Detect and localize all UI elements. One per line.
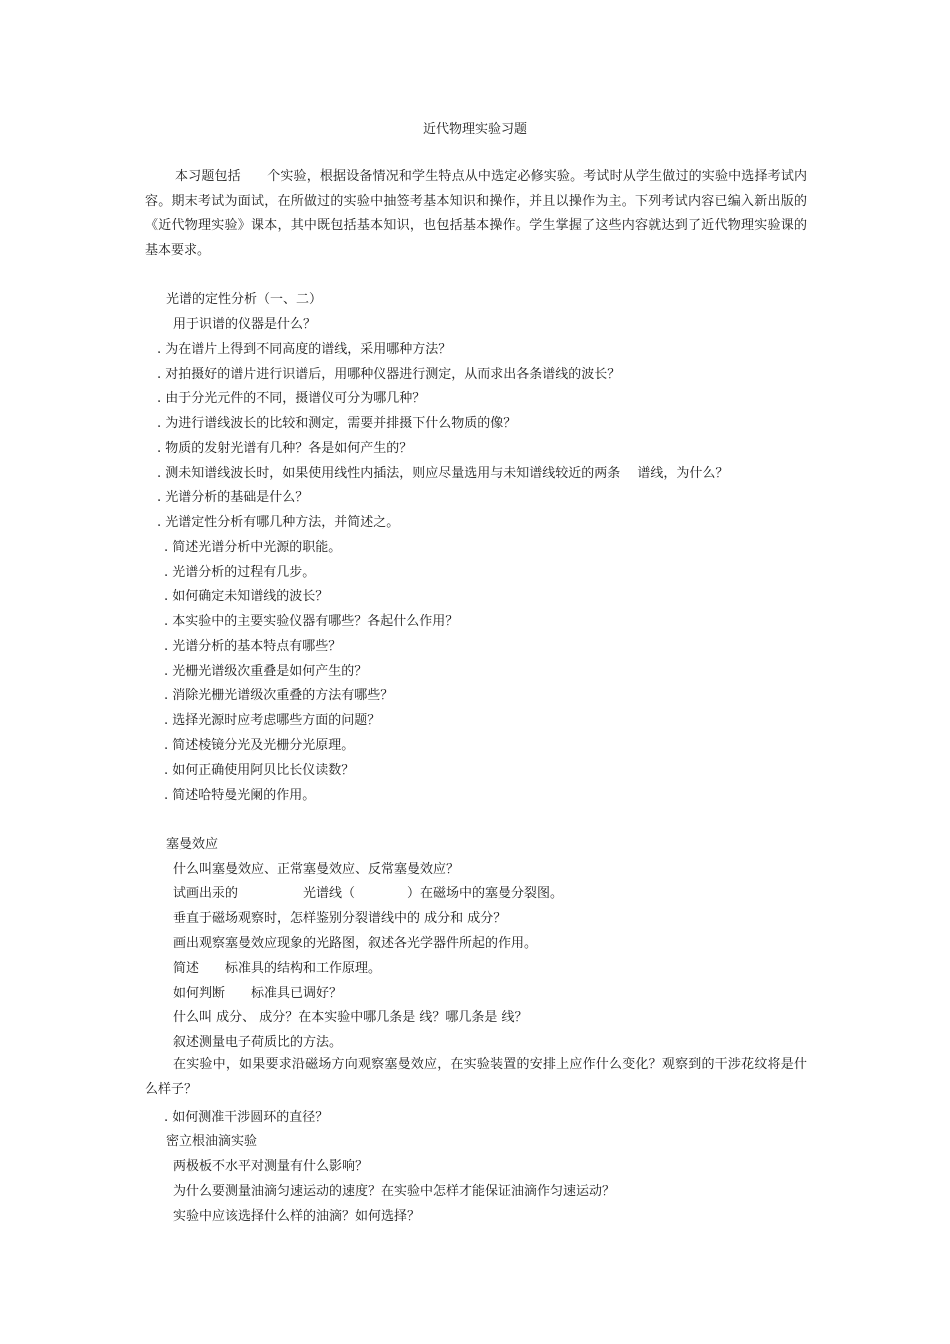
intro-paragraph: 本习题包括 个实验，根据设备情况和学生特点从中选定必修实验。考试时从学生做过的实验中选择考试内容。期末考试为面试，在所做过的实验中抽签考基本知识和操作，并且以操作为主。下列考试内容已编入新出版的《近代物理实验》课本，其中既包括基本知识，也包括基本操作。学生掌握了这些内容就达到了近代物理实验课的基本要求。 [145,169,807,258]
question-item: 什么叫 成分、 成分？在本实验中哪几条是 线？哪几条是 线？ [173,1010,528,1025]
question-item: . 光谱分析的基础是什么？ [157,490,309,505]
question-item: . 简述棱镜分光及光栅分光原理。 [164,738,355,753]
question-item: 垂直于磁场观察时，怎样鉴别分裂谱线中的 成分和 成分？ [173,911,507,926]
question-item: . 如何正确使用阿贝比长仪读数？ [164,763,355,778]
page-title: 近代物理实验习题 [422,122,527,137]
question-item: 画出观察塞曼效应现象的光路图，叙述各光学器件所起的作用。 [173,936,538,951]
question-item: . 物质的发射光谱有几种？各是如何产生的？ [157,441,413,456]
question-item-long: 在实验中，如果要求沿磁场方向观察塞曼效应，在实验装置的安排上应作什么变化？观察到的干涉花纹将是什么样子？ [145,1057,807,1097]
question-item: 如何判断 标准具已调好？ [173,986,343,1001]
question-item: 试画出汞的 光谱线（ ）在磁场中的塞曼分裂图。 [173,886,564,901]
question-item: . 消除光栅光谱级次重叠的方法有哪些？ [164,688,394,703]
question-item: 什么叫塞曼效应、正常塞曼效应、反常塞曼效应？ [173,862,460,877]
question-item: 叙述测量电子荷质比的方法。 [173,1035,343,1050]
question-item: 为什么要测量油滴匀速运动的速度？在实验中怎样才能保证油滴作匀速运动？ [173,1184,616,1199]
question-item: 两极板不水平对测量有什么影响？ [173,1159,369,1174]
section-heading-spectrum: 光谱的定性分析（一、二） [166,292,323,307]
question-item: . 如何测准干涉圆环的直径？ [164,1110,329,1125]
question-item: . 光谱分析的基本特点有哪些？ [164,639,342,654]
question-item: . 简述哈特曼光阑的作用。 [164,788,316,803]
question-item: . 光谱定性分析有哪几种方法，并简述之。 [157,515,400,530]
question-item: . 由于分光元件的不同，摄谱仪可分为哪几种？ [157,391,426,406]
question-item: . 为进行谱线波长的比较和测定，需要并排摄下什么物质的像？ [157,416,517,431]
question-item: 简述 标准具的结构和工作原理。 [173,961,382,976]
question-item: 用于识谱的仪器是什么？ [173,317,317,332]
question-item: . 为在谱片上得到不同高度的谱线，采用哪种方法？ [157,342,452,357]
question-item: . 选择光源时应考虑哪些方面的问题？ [164,713,381,728]
question-item: . 光栅光谱级次重叠是如何产生的？ [164,664,368,679]
question-item: . 对拍摄好的谱片进行识谱后，用哪种仪器进行测定，从而求出各条谱线的波长？ [157,367,621,382]
question-item: . 光谱分析的过程有几步。 [164,565,316,580]
question-item: . 本实验中的主要实验仪器有哪些？各起什么作用？ [164,614,459,629]
question-item: . 简述光谱分析中光源的职能。 [164,540,342,555]
section-heading-zeeman: 塞曼效应 [166,837,219,852]
question-item: . 测未知谱线波长时，如果使用线性内插法，则应尽量选用与未知谱线较近的两条 谱线，为什么？ [157,466,729,481]
question-item: 实验中应该选择什么样的油滴？如何选择？ [173,1209,421,1224]
question-item: . 如何确定未知谱线的波长？ [164,589,329,604]
section-heading-millikan: 密立根油滴实验 [166,1134,258,1149]
